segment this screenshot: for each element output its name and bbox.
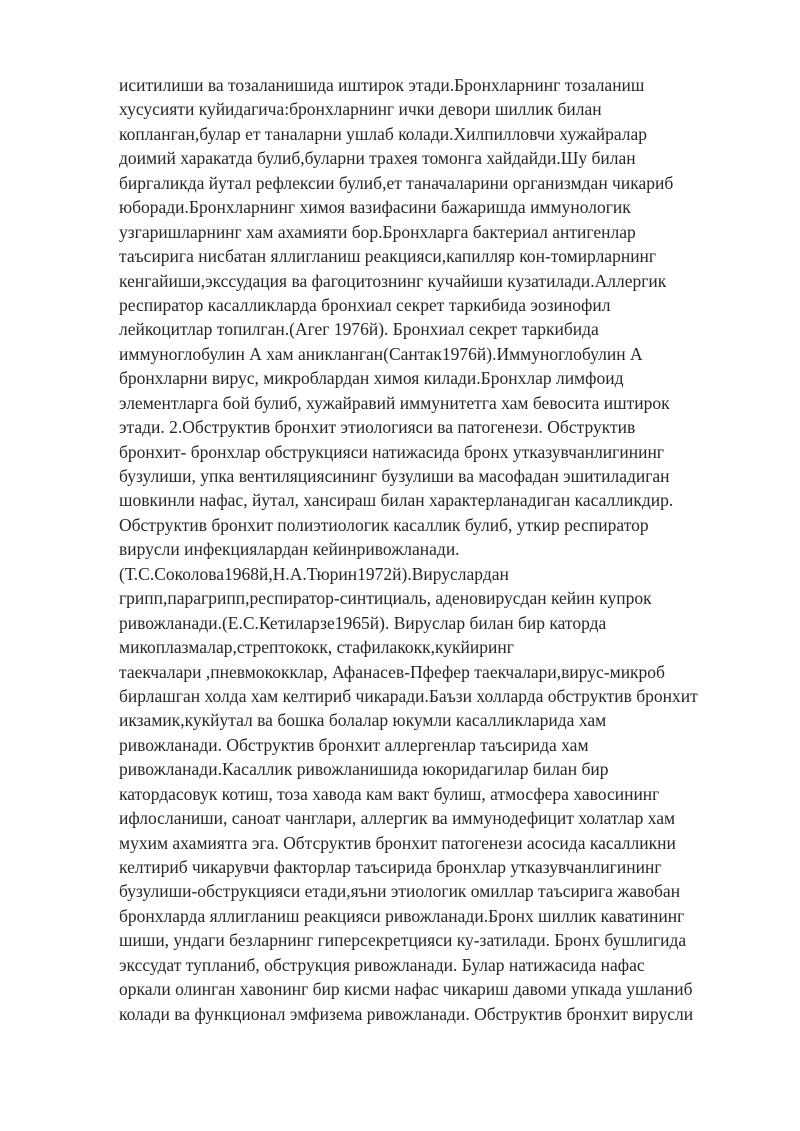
- text-line: ривожланади.Касаллик ривожланишида юкоридагилар билан бир: [119, 759, 609, 780]
- text-line: элементларга бой булиб, хужайравий иммунитетга хам бевосита иштирок: [119, 392, 670, 413]
- text-line: биргаликда йутал рефлексии булиб,ет таначаларини организмдан чикариб: [119, 172, 674, 193]
- text-line: иситилиши ва тозаланишида иштирок этади.Бронхларнинг тозаланиш: [119, 75, 645, 95]
- text-line: таекчалари ,пневмококклар, Афанасев-Пфефер таекчалари,вирус-микроб: [119, 661, 665, 682]
- text-line: ривожланади.(Е.С.Кетиларзе1965й). Вируслар билан бир каторда: [119, 612, 607, 633]
- text-line: ифлосланиши, саноат чанглари, аллергик ва иммунодефицит холатлар хам: [119, 808, 676, 829]
- text-line: таъсирига нисбатан яллигланиш реакцияси,капилляр кон-томирларнинг: [119, 246, 657, 267]
- text-line: шовкинли нафас, йутал, хансираш билан характерланадиган касалликдир.: [119, 490, 674, 511]
- body-text: [119, 73, 749, 1026]
- text-line: кенгайиши,экссудация ва фагоцитознинг кучайиши кузатилади.Аллергик: [119, 270, 667, 291]
- text-line: катордасовук котиш, тоза хавода кам вакт булиш, атмосфера хавосининг: [119, 783, 660, 804]
- text-line: оркали олинган хавонинг бир кисми нафас чикариш давоми упкада ушланиб: [119, 979, 693, 1000]
- text-line: ривожланади. Обструктив бронхит аллергенлар таъсирида хам: [119, 734, 589, 755]
- text-line: вирусли инфекциялардан кейинривожланади.: [119, 539, 460, 560]
- text-line: (Т.С.Соколова1968й,Н.А.Тюрин1972й).Вируслардан: [119, 563, 509, 584]
- text-line: юборади.Бронхларнинг химоя вазифасини бажаришда иммунологик: [119, 197, 631, 218]
- text-line: шиши, ундаги безларнинг гиперсекретцияси ку-затилади. Бронх бушлигида: [119, 930, 687, 951]
- text-line: колади ва функционал эмфизема ривожланади. Обструктив бронхит вирусли: [119, 1003, 694, 1024]
- text-line: Обструктив бронхит полиэтиологик касаллик булиб, уткир респиратор: [119, 514, 649, 535]
- text-line: экссудат тупланиб, обструкция ривожланади. Булар натижасида нафас: [119, 954, 645, 975]
- text-line: узгаришларнинг хам ахамияти бор.Бронхларга бактериал антигенлар: [119, 221, 636, 242]
- text-line: бирлашган холда хам келтириб чикаради.Баъзи холларда обструктив бронхит: [119, 685, 698, 706]
- text-line: бузулиши, упка вентиляциясининг бузулиши ва масофадан эшитиладиган: [119, 466, 670, 486]
- text-line: мухим ахамиятга эга. Обтсруктив бронхит патогенези асосида касалликни: [119, 832, 676, 853]
- text-line: этади. 2.Обструктив бронхит этиологияси ва патогенези. Обструктив: [119, 417, 636, 438]
- text-line: копланган,булар ет таналарни ушлаб колади.Хилпилловчи хужайралар: [119, 123, 648, 144]
- text-line: бронхларни вирус, микроблардан химоя килади.Бронхлар лимфоид: [119, 368, 624, 389]
- text-line: бронхит- бронхлар обструкцияси натижасида бронх утказувчанлигининг: [119, 441, 664, 462]
- text-line: бронхларда яллигланиш реакцияси ривожланади.Бронх шиллик каватининг: [119, 905, 685, 926]
- text-line: бузулиши-обструкцияси етади,яъни этиологик омиллар таъсирига жавобан: [119, 881, 681, 902]
- text-line: респиратор касалликларда бронхиал секрет таркибида эозинофил: [119, 294, 611, 315]
- text-line: лейкоцитлар топилган.(Агег 1976й). Бронхиал секрет таркибида: [119, 319, 599, 340]
- text-line: келтириб чикарувчи факторлар таъсирида бронхлар утказувчанлигининг: [119, 857, 662, 877]
- text-line: доимий харакатда булиб,буларни трахея томонга хайдайди.Шу билан: [119, 148, 636, 169]
- text-line: хусусияти куйидагича:бронхларнинг ички девори шиллик билан: [119, 99, 602, 120]
- text-line: иммуноглобулин А хам аникланган(Сантак1976й).Иммуноглобулин А: [119, 343, 643, 364]
- text-line: микоплазмалар,стрептококк, стафилакокк,кукйиринг: [119, 637, 514, 658]
- text-line: грипп,парагрипп,респиратор-синтициаль, аденовирусдан кейин купрок: [119, 588, 652, 609]
- text-line: икзамик,кукйутал ва бошка болалар юкумли касалликларида хам: [119, 710, 607, 731]
